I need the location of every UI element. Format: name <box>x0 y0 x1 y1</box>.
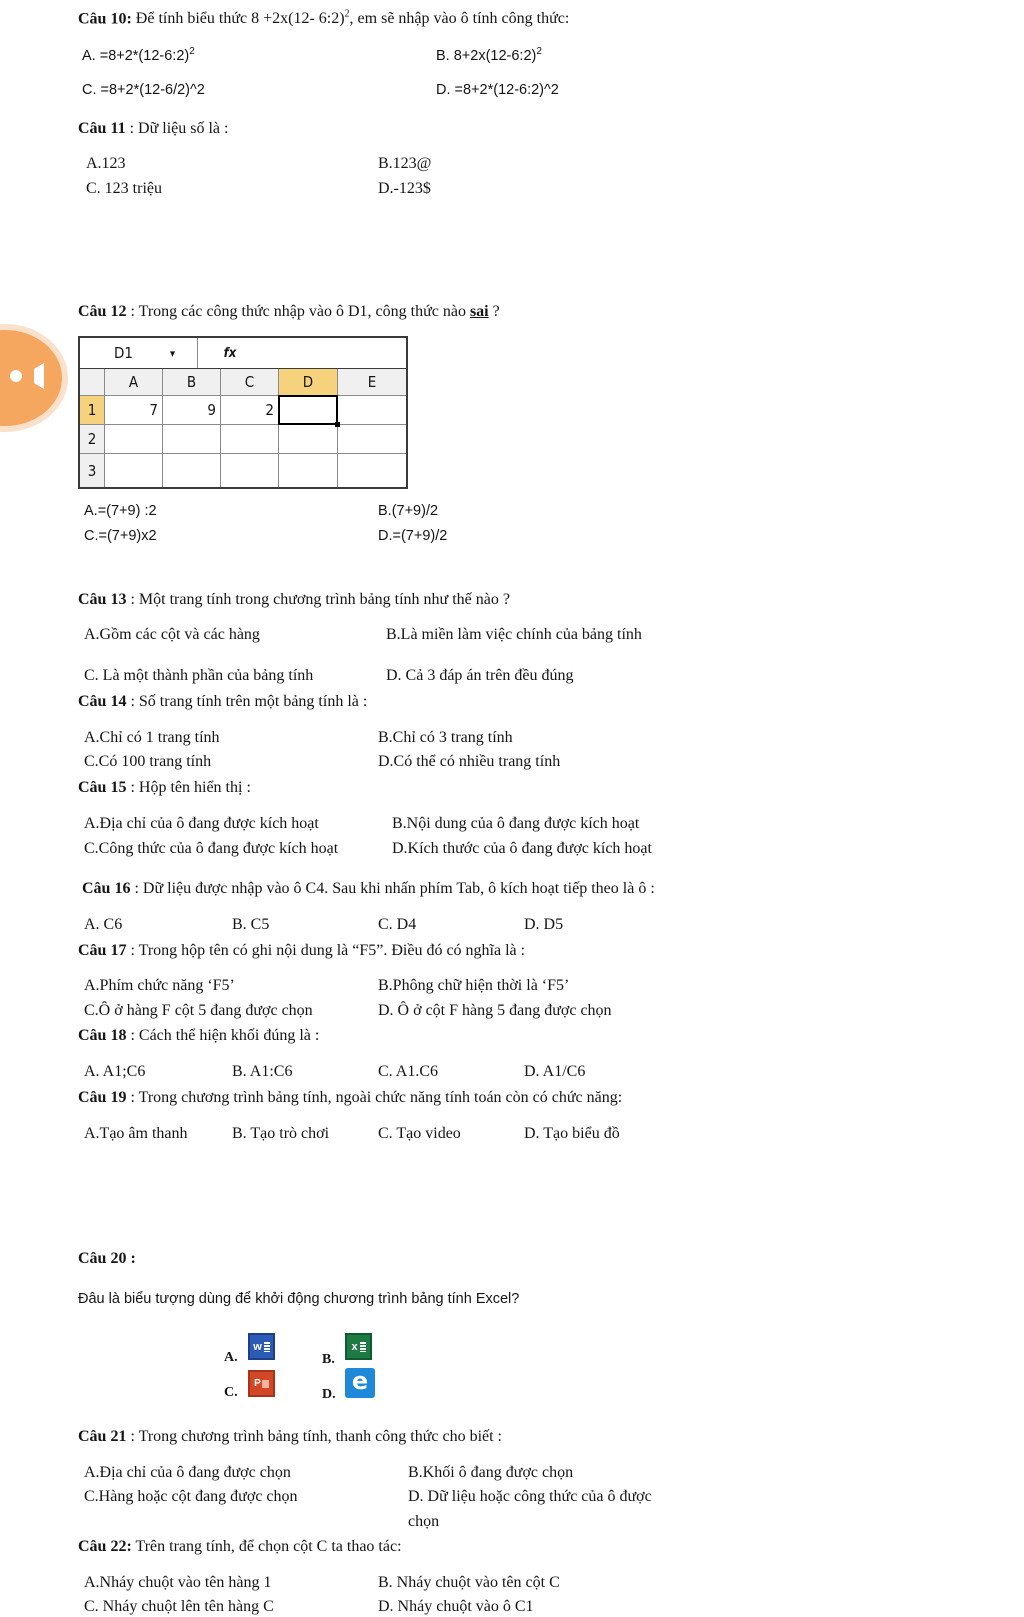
q16-option-c: C. D4 <box>378 916 417 933</box>
q13-option-d: D. Cả 3 đáp án trên đều đúng <box>386 667 574 684</box>
q15-option-b: B.Nội dung của ô đang được kích hoạt <box>392 815 640 832</box>
q19-option-a: A.Tạo âm thanh <box>84 1125 188 1142</box>
word-icon: w <box>248 1333 275 1360</box>
q14-option-b: B.Chỉ có 3 trang tính <box>378 729 513 746</box>
question-text: Để tính biểu thức 8 +2x(12- 6:2) <box>131 10 345 28</box>
q11-option-b: B.123@ <box>378 155 432 172</box>
q13-option-a: A.Gồm các cột và các hàng <box>84 626 260 643</box>
q13-option-c: C. Là một thành phần của bảng tính <box>84 667 314 684</box>
q20-stem: Đâu là biểu tượng dùng để khởi động chương trình bảng tính Excel? <box>78 1291 520 1307</box>
q16-stem: Câu 16 : Dữ liệu được nhập vào ô C4. Sau khi nhấn phím Tab, ô kích hoạt tiếp theo là ô : <box>82 880 655 897</box>
q16-option-b: B. C5 <box>232 916 270 933</box>
column-header-e: E <box>338 369 406 395</box>
q12-option-d: D.=(7+9)/2 <box>378 528 448 544</box>
q12-option-b: B.(7+9)/2 <box>378 503 439 519</box>
cell-a1: 7 <box>149 401 158 419</box>
row-header-3: 3 <box>80 454 104 487</box>
q18-option-a: A. A1;C6 <box>84 1063 146 1080</box>
q17-option-d: D. Ô ở cột F hàng 5 đang được chọn <box>378 1002 612 1019</box>
q14-option-d: D.Có thể có nhiều trang tính <box>378 753 561 770</box>
spreadsheet-image <box>78 336 408 489</box>
column-header-c: C <box>221 369 278 395</box>
cell-b1: 9 <box>207 401 216 419</box>
column-header-b: B <box>163 369 220 395</box>
q20-option-d: D. <box>322 1387 336 1402</box>
camera-icon <box>0 330 62 426</box>
q21-option-c: C.Hàng hoặc cột đang được chọn <box>84 1488 298 1505</box>
q18-option-d: D. A1/C6 <box>524 1063 586 1080</box>
column-header-d: D <box>279 369 337 395</box>
cell-c1: 2 <box>265 401 274 419</box>
q22-option-a: A.Nháy chuột vào tên hàng 1 <box>84 1574 272 1591</box>
select-all-corner <box>80 369 104 395</box>
q17-option-c: C.Ô ở hàng F cột 5 đang được chọn <box>84 1002 313 1019</box>
q20-option-b: B. <box>322 1352 335 1367</box>
q11-option-d: D.-123$ <box>378 180 431 197</box>
internet-explorer-icon: e <box>345 1368 375 1398</box>
q14-option-a: A.Chỉ có 1 trang tính <box>84 729 220 746</box>
fill-handle <box>335 422 340 427</box>
q10-option-c: C. =8+2*(12-6/2)^2 <box>82 82 205 98</box>
underlined-word: sai <box>469 303 489 320</box>
q11-stem: Câu 11 : Dữ liệu số là : <box>78 120 229 137</box>
powerpoint-icon: P <box>248 1370 275 1397</box>
q10-option-d: D. =8+2*(12-6:2)^2 <box>436 82 559 98</box>
camera-record-button[interactable] <box>0 330 62 426</box>
q14-option-c: C.Có 100 trang tính <box>84 753 212 770</box>
q12-option-a: A.=(7+9) :2 <box>84 503 157 519</box>
name-box-value: D1 <box>114 344 133 362</box>
row-header-1: 1 <box>80 396 104 424</box>
q16-option-d: D. D5 <box>524 916 564 933</box>
q17-option-b: B.Phông chữ hiện thời là ‘F5’ <box>378 977 570 994</box>
q19-option-d: D. Tạo biểu đồ <box>524 1125 620 1142</box>
q22-option-c: C. Nháy chuột lên tên hàng C <box>84 1598 274 1615</box>
q18-stem: Câu 18 : Cách thể hiện khối đúng là : <box>78 1027 320 1044</box>
column-header-a: A <box>105 369 162 395</box>
q12-stem: Câu 12 : Trong các công thức nhập vào ô D1, công thức nào sai ? <box>78 303 500 320</box>
q17-stem: Câu 17 : Trong hộp tên có ghi nội dung là “F5”. Điều đó có nghĩa là : <box>78 942 526 959</box>
q15-option-a: A.Địa chỉ của ô đang được kích hoạt <box>84 815 319 832</box>
q14-stem: Câu 14 : Số trang tính trên một bảng tính là : <box>78 693 368 710</box>
q12-option-c: C.=(7+9)x2 <box>84 528 157 544</box>
q21-option-d-continued: chọn <box>408 1513 440 1530</box>
q13-stem: Câu 13 : Một trang tính trong chương trình bảng tính như thế nào ? <box>78 591 510 608</box>
q10-stem <box>78 9 569 28</box>
q15-stem: Câu 15 : Hộp tên hiển thị : <box>78 779 251 796</box>
cell-d1-selected <box>278 395 338 425</box>
q20-option-c: C. <box>224 1385 238 1400</box>
q10-option-a: A. =8+2*(12-6:2)$^2$ <box>82 46 195 64</box>
q10-option-b: B. 8+2x(12-6:2)$^2$ <box>436 46 542 64</box>
q21-option-a: A.Địa chỉ của ô đang được chọn <box>84 1464 291 1481</box>
q20-option-a: A. <box>224 1350 238 1365</box>
q15-option-d: D.Kích thước của ô đang được kích hoạt <box>392 840 652 857</box>
fx-icon: fx <box>223 345 237 361</box>
dropdown-arrow-icon: ▾ <box>170 346 175 360</box>
q21-option-b: B.Khối ô đang được chọn <box>408 1464 574 1481</box>
q21-option-d: D. Dữ liệu hoặc công thức của ô được <box>408 1488 652 1505</box>
q18-option-c: C. A1.C6 <box>378 1063 439 1080</box>
name-box <box>80 338 198 368</box>
question-label: Câu 10: <box>78 10 132 28</box>
q11-option-c: C. 123 triệu <box>86 180 162 197</box>
excel-icon: x <box>345 1333 372 1360</box>
q22-option-b: B. Nháy chuột vào tên cột C <box>378 1574 560 1591</box>
q19-stem: Câu 19 : Trong chương trình bảng tính, ngoài chức năng tính toán còn có chức năng: <box>78 1089 623 1106</box>
exponent: 2 <box>344 9 350 20</box>
row-header-2: 2 <box>80 425 104 453</box>
question-text: , em sẽ nhập vào ô tính công thức: <box>349 10 570 28</box>
q22-stem: Câu 22: Trên trang tính, để chọn cột C ta thao tác: <box>78 1538 402 1555</box>
q19-option-b: B. Tạo trò chơi <box>232 1125 330 1142</box>
q15-option-c: C.Công thức của ô đang được kích hoạt <box>84 840 339 857</box>
q17-option-a: A.Phím chức năng ‘F5’ <box>84 977 235 994</box>
q11-option-a: A.123 <box>86 155 126 172</box>
q20-label: Câu 20 : <box>78 1250 136 1267</box>
q13-option-b: B.Là miền làm việc chính của bảng tính <box>386 626 642 643</box>
q19-option-c: C. Tạo video <box>378 1125 461 1142</box>
q18-option-b: B. A1:C6 <box>232 1063 293 1080</box>
q22-option-d: D. Nháy chuột vào ô C1 <box>378 1598 534 1615</box>
q16-option-a: A. C6 <box>84 916 123 933</box>
q21-stem: Câu 21 : Trong chương trình bảng tính, thanh công thức cho biết : <box>78 1428 502 1445</box>
